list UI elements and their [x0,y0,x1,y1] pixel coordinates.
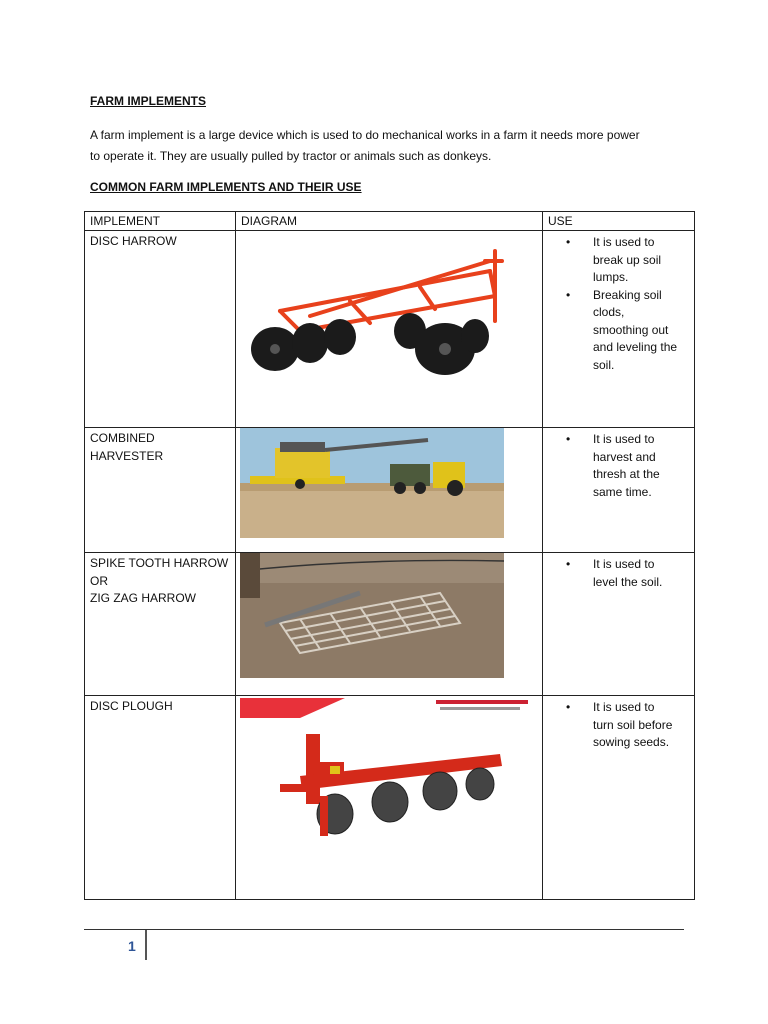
header-implement: IMPLEMENT [85,212,236,231]
use-list [543,431,690,501]
table-row [85,553,695,696]
implements-table [84,211,695,900]
use-line: smoothing out [593,322,669,337]
page-number: 1 [128,938,136,954]
use-cell [543,231,695,428]
use-item [593,287,690,375]
header-use: USE [543,212,695,231]
use-line: sowing seeds. [593,735,670,749]
use-list [543,556,690,591]
intro-line: to operate it. They are usually pulled by tractor or animals such as donkeys. [90,149,492,163]
table-row [85,696,695,900]
table-row [85,428,695,553]
diagram-cell [236,231,543,428]
page-number-divider [145,930,147,960]
implement-name-cell [85,428,236,553]
implement-name-cell [85,553,236,696]
use-line: clods, [593,305,625,319]
table-row [85,231,695,428]
intro-line: A farm implement is a large device which is used to do mechanical works in a farm it needs more power [90,128,640,142]
use-item [593,234,690,287]
combine-harvester-image [240,428,504,538]
use-line: break up soil [593,252,662,267]
intro-paragraph [90,125,690,167]
header-diagram: DIAGRAM [236,212,543,231]
implement-name-cell [85,231,236,428]
use-item [593,556,690,591]
disc-plough-image [240,696,536,866]
use-cell [543,553,695,696]
disc-harrow-image [240,231,508,396]
implement-name: DISC PLOUGH [90,699,173,713]
page-heading: FARM IMPLEMENTS [90,94,206,108]
use-line: thresh at the [593,467,660,481]
implement-name: ZIG ZAG HARROW [90,591,196,605]
use-list [543,234,690,374]
use-item [593,699,690,752]
use-item [593,431,690,501]
implement-name: SPIKE TOOTH HARROW [90,556,229,570]
use-line: • It is used to [593,432,655,446]
use-line: • It is used to [593,235,655,249]
use-line: same time. [593,484,652,499]
use-cell [543,696,695,900]
spike-tooth-harrow-image [240,553,504,678]
implement-name: COMBINED HARVESTER [90,431,164,463]
use-list [543,699,690,752]
use-line: • Breaking soil [593,287,662,302]
footer-rule [84,929,684,930]
diagram-cell [236,696,543,900]
use-line: level the soil. [593,574,663,589]
use-line: turn soil before [593,717,673,732]
implement-name-cell [85,696,236,900]
table-subheading: COMMON FARM IMPLEMENTS AND THEIR USE [90,180,362,194]
use-line: • It is used to [593,700,655,714]
implement-name: DISC HARROW [90,234,177,248]
implement-name: OR [90,573,108,588]
use-line: harvest and [593,449,656,464]
use-line: soil. [593,357,615,372]
use-line: • It is used to [593,557,655,571]
diagram-cell [236,428,543,553]
use-line: lumps. [593,270,629,284]
table-header-row [85,212,695,231]
diagram-cell [236,553,543,696]
use-line: and leveling the [593,340,678,354]
use-cell [543,428,695,553]
